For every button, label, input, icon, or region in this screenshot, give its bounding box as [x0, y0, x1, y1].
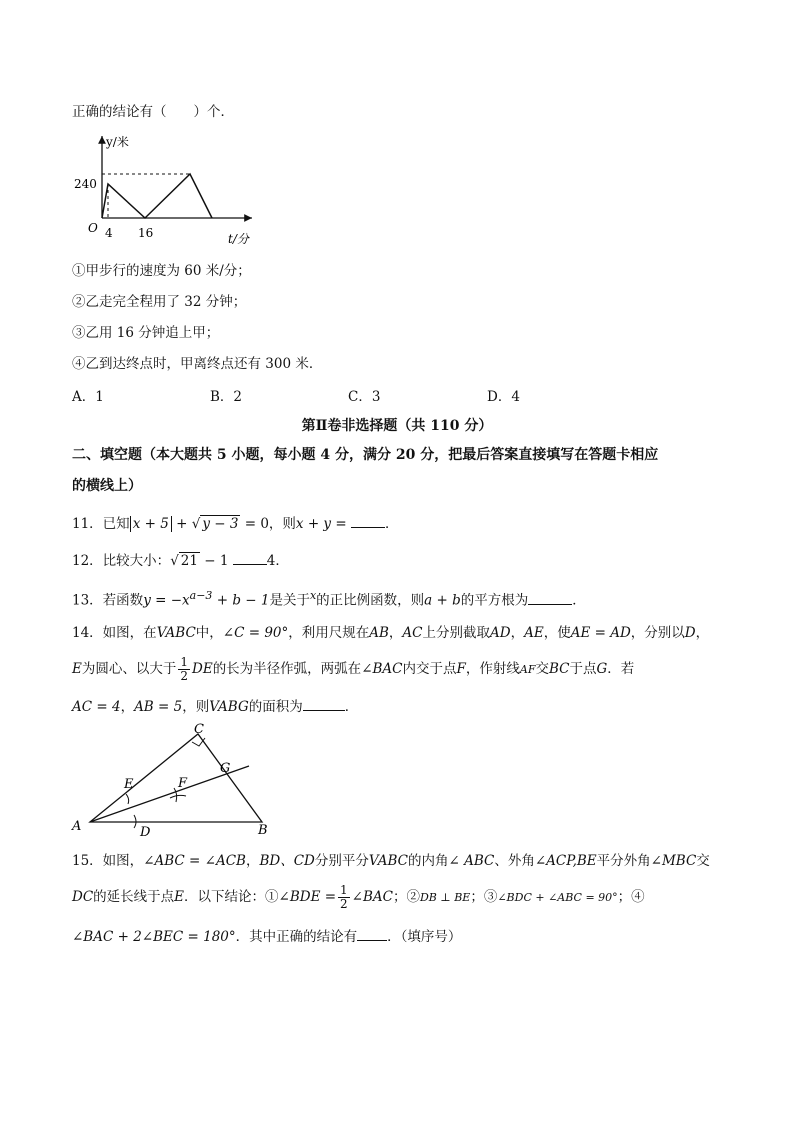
q13-ab: a + b [424, 592, 461, 609]
q14-ad: AD [490, 625, 511, 641]
option-c: C．3 [348, 389, 381, 405]
q15-text: 15．如图， [72, 853, 144, 869]
q14-text: 的面积为 [248, 699, 303, 715]
q14-triangle: VABC [156, 625, 196, 641]
q14-end: ． [344, 699, 359, 715]
q15-e: E [174, 889, 185, 905]
distance-time-graph [74, 132, 260, 250]
q14-angle-c: ∠C = 90° [222, 625, 289, 641]
q15-dc: DC [72, 889, 94, 905]
q12-value: 4． [266, 553, 289, 569]
statement-1: ①甲步行的速度为 60 米/分； [72, 263, 251, 279]
q15-conclusion-4: ∠BAC + 2∠BEC = 180° [72, 929, 236, 945]
q12-minus: − 1 [199, 553, 229, 569]
q13-var: x [309, 589, 317, 602]
q15-fraction: $\frac{1}{2}$ [340, 883, 348, 911]
x-axis-label: t/分 [228, 232, 249, 246]
fill-header-line1: 二、填空题（本大题共 5 小题，每小题 4 分，满分 20 分，把最后答案直接填写在答题卡相应 [72, 447, 659, 463]
q11-abs: x + 5 [130, 516, 172, 532]
statement-3: ③乙用 16 分钟追上甲； [72, 325, 220, 341]
label-b: B [258, 823, 268, 838]
q14-f: F [456, 661, 466, 677]
q14-text: ，分别以 [630, 625, 685, 641]
q15-text: 交 [696, 853, 710, 869]
x-tick-16: 16 [138, 226, 154, 240]
fill-header-line2: 的横线上） [72, 478, 142, 494]
q14-text: ，使 [543, 625, 571, 641]
q11-prefix: 11．已知 [72, 516, 130, 532]
q14-text: ， [120, 699, 135, 715]
q12-root: 21 [180, 553, 198, 569]
q14-text: 14．如图，在 [72, 625, 157, 641]
arc-e [126, 794, 129, 804]
label-c: C [194, 722, 204, 737]
q15-perp: DB ⊥ BE [419, 891, 471, 904]
y-axis-label: y/米 [106, 135, 129, 149]
q13-mid2: 的正比例函数，则 [316, 592, 425, 609]
x-tick-4: 4 [105, 226, 113, 240]
question-14-line2 [72, 656, 634, 683]
q15-text: 、外角 [494, 853, 535, 869]
q13-period: ． [572, 592, 586, 609]
q15-angle-acp: ∠ACP,BE [534, 853, 597, 869]
q14-ae-eq-ad: AE = AD [570, 625, 631, 641]
q14-g: G [596, 661, 608, 677]
q14-text: 中， [195, 625, 223, 641]
q14-text: 的长为半径作弧，两弧在 [212, 661, 362, 677]
q14-d: D [684, 625, 696, 641]
q14-text: 内交于点 [402, 661, 457, 677]
q15-angle-bac: ∠BAC [351, 889, 393, 905]
label-a: A [72, 819, 82, 834]
question-13 [72, 587, 586, 610]
label-e: E [124, 777, 134, 792]
q11-expr: x + y = [295, 516, 347, 532]
q15-text: ．（填序号） [387, 929, 462, 945]
arc-f1 [174, 788, 177, 802]
q14-text: ，则 [182, 699, 210, 715]
q11-plus: + [171, 516, 192, 532]
q13-prefix: 13．若函数 [72, 592, 144, 609]
q14-text: ，作射线 [465, 661, 520, 677]
q11-end: ． [384, 516, 399, 532]
q13-end: 的平方根为 [460, 592, 529, 609]
q13-mid: 是关于 [269, 592, 310, 609]
q11-answer-blank[interactable] [351, 513, 385, 528]
q15-text: 分别平分 [314, 853, 369, 869]
q14-ac-4: AC = 4 [72, 699, 121, 715]
q15-text: ．其中正确的结论有 [235, 929, 358, 945]
question-11: 11．已知 x + 5 + √ y − 3 = 0，则x + y = ． [72, 513, 398, 533]
question-14-line1 [72, 624, 709, 642]
q14-text: 交 [535, 661, 549, 677]
q14-text: 上分别截取 [422, 625, 491, 641]
q13-func2: + b − 1 [212, 592, 270, 609]
q11-eq: = 0，则 [240, 516, 296, 532]
q15-text: ；② [392, 889, 420, 905]
q13-answer-blank[interactable] [528, 590, 572, 605]
q12-prefix: 12．比较大小： [72, 553, 171, 569]
intro-line: 正确的结论有（ ）个． [72, 104, 234, 120]
label-f: F [178, 776, 188, 791]
option-d: D．4 [487, 389, 520, 405]
q14-triangle-abg: VABG [209, 699, 249, 715]
option-a: A．1 [72, 389, 104, 405]
question-14-line3 [72, 696, 358, 716]
q14-af: AF [519, 663, 536, 676]
q15-text: 的延长线于点 [93, 889, 175, 905]
q15-text: 平分外角 [596, 853, 651, 869]
q14-ab: AB [369, 625, 389, 641]
q15-text: ；③ [470, 889, 498, 905]
q14-ae: AE [524, 625, 544, 641]
q15-bd-cd: BD、CD [259, 853, 315, 869]
q14-ac: AC [402, 625, 423, 641]
statement-4: ④乙到达终点时，甲离终点还有 300 米． [72, 356, 323, 372]
q15-angle-bde: ∠BDE = [278, 889, 337, 905]
triangle-figure [68, 724, 288, 840]
q12-answer-blank[interactable] [233, 550, 267, 565]
graph-polyline [102, 174, 212, 218]
label-d: D [140, 825, 151, 840]
q14-e: E [72, 661, 82, 677]
q15-angle-mbc: ∠MBC [650, 853, 697, 869]
q15-eq1: ∠ABC = ∠ACB [143, 853, 246, 869]
q14-answer-blank[interactable] [303, 696, 345, 711]
question-12: 12．比较大小：√ 21 − 1 4． [72, 550, 289, 570]
q15-text: ．以下结论：① [184, 889, 279, 905]
q15-triangle: VABC [368, 853, 408, 869]
q14-angle-bac: ∠BAC [361, 661, 403, 677]
q14-bc: BC [548, 661, 570, 677]
arc-f2 [170, 795, 186, 798]
section-title: 第Ⅱ卷非选择题（共 110 分） [301, 418, 493, 434]
triangle-abc [90, 734, 262, 822]
question-15-line3 [72, 926, 461, 946]
origin-label: O [88, 221, 98, 235]
q13-exponent: a−3 [189, 589, 213, 602]
q14-text: 为圆心、以大于 [81, 661, 177, 677]
q14-text: ， [695, 625, 710, 641]
q14-de: DE [192, 661, 213, 677]
q13-func: y = −x [143, 592, 190, 609]
q15-text: ；④ [617, 889, 645, 905]
y-tick-240: 240 [74, 177, 97, 191]
q14-ab-5: AB = 5 [134, 699, 183, 715]
label-g: G [220, 761, 231, 776]
q14-text: ， [510, 625, 525, 641]
q15-sum: ∠BDC + ∠ABC = 90° [497, 891, 618, 904]
q14-text: 于点 [569, 661, 597, 677]
q11-root: y − 3 [202, 516, 239, 532]
q14-text: ，利用尺规在 [288, 625, 370, 641]
q15-angle-abc: ∠ ABC [448, 853, 495, 869]
question-15-line1 [72, 852, 710, 870]
q15-text: ， [245, 853, 260, 869]
q14-fraction: $\frac{1}{2}$ [180, 655, 188, 683]
statement-2: ②乙走完全程用了 32 分钟； [72, 294, 247, 310]
q15-answer-blank[interactable] [357, 926, 387, 941]
q15-text: 的内角 [407, 853, 449, 869]
question-15-line2 [72, 884, 645, 911]
option-b: B．2 [210, 389, 243, 405]
q14-text: ．若 [607, 661, 635, 677]
q14-text: ， [388, 625, 403, 641]
